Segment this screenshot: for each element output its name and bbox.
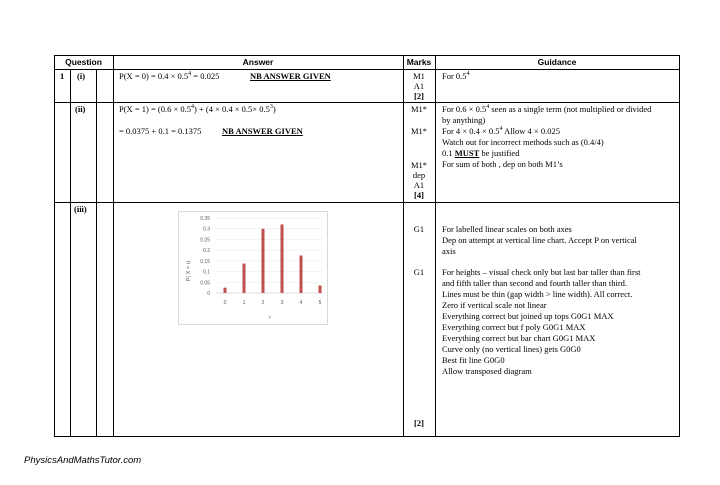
chart-y-axis-label: P( X = r) — [186, 260, 192, 282]
question-divider — [113, 55, 114, 437]
table-bottom-border — [54, 436, 680, 437]
footer-site-name: PhysicsAndMathsTutor.com — [24, 455, 142, 466]
header-answer: Answer — [242, 57, 274, 67]
part-i-mark-1: M1 — [413, 71, 425, 81]
part-ii-guidance-4: Watch out for incorrect methods such as (0.4/4) — [442, 137, 604, 147]
table-top-border — [54, 55, 680, 56]
part-ii-mark-4: A1 — [413, 180, 425, 190]
part-iii-guidance-3: axis — [442, 246, 456, 256]
part-ii-mark-total: [4] — [414, 190, 424, 200]
header-marks: Marks — [406, 57, 432, 67]
chart-bar — [300, 256, 303, 294]
part-iii-guidance-12: Best fit line G0G0 — [442, 355, 505, 365]
part-i-guidance: For $0.5^4$ — [442, 71, 470, 81]
question-number: 1 — [60, 71, 65, 81]
part-i-mark-2: A1 — [413, 81, 425, 91]
part-ii-mark-2: M1* — [410, 126, 428, 136]
part-iii-mark-2: G1 — [413, 267, 425, 277]
part-iii-guidance-6: Lines must be thin (gap width > line width). All correct. — [442, 289, 633, 299]
chart-y-tick-label: 0 — [207, 291, 210, 297]
chart-y-tick-label: 0.1 — [203, 269, 210, 276]
part-ii-answer-line2: = 0.0375 + 0.1 = 0.1375 — [119, 126, 202, 136]
row-ii-bottom-border — [54, 202, 680, 203]
chart-y-tick-label: 0.3 — [203, 226, 210, 233]
chart-x-tick-label: 0 — [223, 300, 227, 306]
chart-x-axis-label: r — [269, 315, 271, 321]
chart-y-tick-label: 0.35 — [200, 216, 210, 222]
part-ii-answer-line1: $P(X = 1) = (0.6 \times 0.5^4) + (4 \times 0.4 \times 0.5\times 0.5^3)$ — [119, 104, 276, 114]
part-iii-guidance-4: For heights – visual check only but last bar taller than first — [442, 267, 641, 277]
part-iii-guidance-10: Everything correct but bar chart G0G1 MAX — [442, 333, 596, 343]
table-left-border — [54, 55, 55, 437]
marks-divider — [435, 55, 436, 437]
part-ii-guidance-6: For sum of both , dep on both M1’s — [442, 159, 563, 169]
part-ii-mark-3: M1* — [410, 160, 428, 170]
part-ii-mark-dep: dep — [412, 170, 426, 180]
row-i-bottom-border — [54, 102, 680, 103]
part-i-label: (i) — [77, 71, 86, 81]
part-iii-guidance-7: Zero if vertical scale not linear — [442, 300, 547, 310]
chart-x-tick-label: 4 — [299, 300, 303, 306]
part-ii-answer-given: NB ANSWER GIVEN — [222, 126, 303, 136]
part-iii-label: (iii) — [74, 204, 87, 214]
chart-y-tick-label: 0.05 — [200, 280, 210, 287]
part-ii-guidance-5: 0.1 MUST be justified — [442, 148, 520, 158]
part-iii-mark-1: G1 — [413, 224, 425, 234]
chart-y-tick-label: 0.2 — [203, 248, 210, 255]
header-guidance: Guidance — [537, 57, 577, 67]
header-question: Question — [65, 57, 102, 67]
part-iii-mark-total: [2] — [414, 418, 424, 428]
part-iii-guidance-8: Everything correct but joined up tops G0G1 MAX — [442, 311, 614, 321]
qnum-divider — [70, 69, 71, 437]
part-iii-guidance-13: Allow transposed diagram — [442, 366, 532, 376]
probability-line-chart — [178, 211, 328, 325]
table-right-border — [679, 55, 680, 437]
part-i-answer: $P(X = 0) = 0.4 \times 0.5^4 = 0.025$ — [119, 71, 220, 81]
chart-x-tick-label: 5 — [318, 300, 322, 306]
qpart-divider — [96, 69, 97, 437]
chart-x-tick-label: 2 — [261, 300, 265, 306]
chart-bar — [224, 288, 227, 293]
part-i-answer-given: NB ANSWER GIVEN — [250, 71, 331, 81]
chart-x-tick-label: 3 — [280, 300, 284, 306]
chart-bar — [243, 264, 246, 293]
chart-x-tick-label: 1 — [242, 300, 246, 306]
part-ii-guidance-1: For $0.6 \times 0.5^4$ seen as a single term (not multiplied or divided — [442, 104, 652, 114]
part-iii-guidance-2: Dep on attempt at vertical line chart. Accept P on vertical — [442, 235, 637, 245]
part-ii-guidance-3: For $4 \times 0.4 \times 0.5^4$ Allow 4 × 0.025 — [442, 126, 560, 136]
chart-bar — [319, 286, 322, 294]
chart-y-tick-label: 0.15 — [200, 258, 210, 265]
part-iii-guidance-5: and fifth taller than second and fourth taller than third. — [442, 278, 628, 288]
part-iii-guidance-9: Everything correct but f poly G0G1 MAX — [442, 322, 586, 332]
chart-bar — [262, 229, 265, 293]
header-bottom-border — [54, 69, 680, 70]
part-ii-label: (ii) — [75, 104, 86, 114]
chart-bar — [281, 224, 284, 293]
part-iii-guidance-1: For labelled linear scales on both axes — [442, 224, 572, 234]
part-i-mark-total: [2] — [414, 91, 424, 101]
part-ii-mark-1: M1* — [410, 104, 428, 114]
part-iii-guidance-11: Curve only (no vertical lines) gets G0G0 — [442, 344, 581, 354]
part-ii-guidance-2: by anything) — [442, 115, 486, 125]
chart-y-tick-label: 0.25 — [200, 237, 210, 244]
